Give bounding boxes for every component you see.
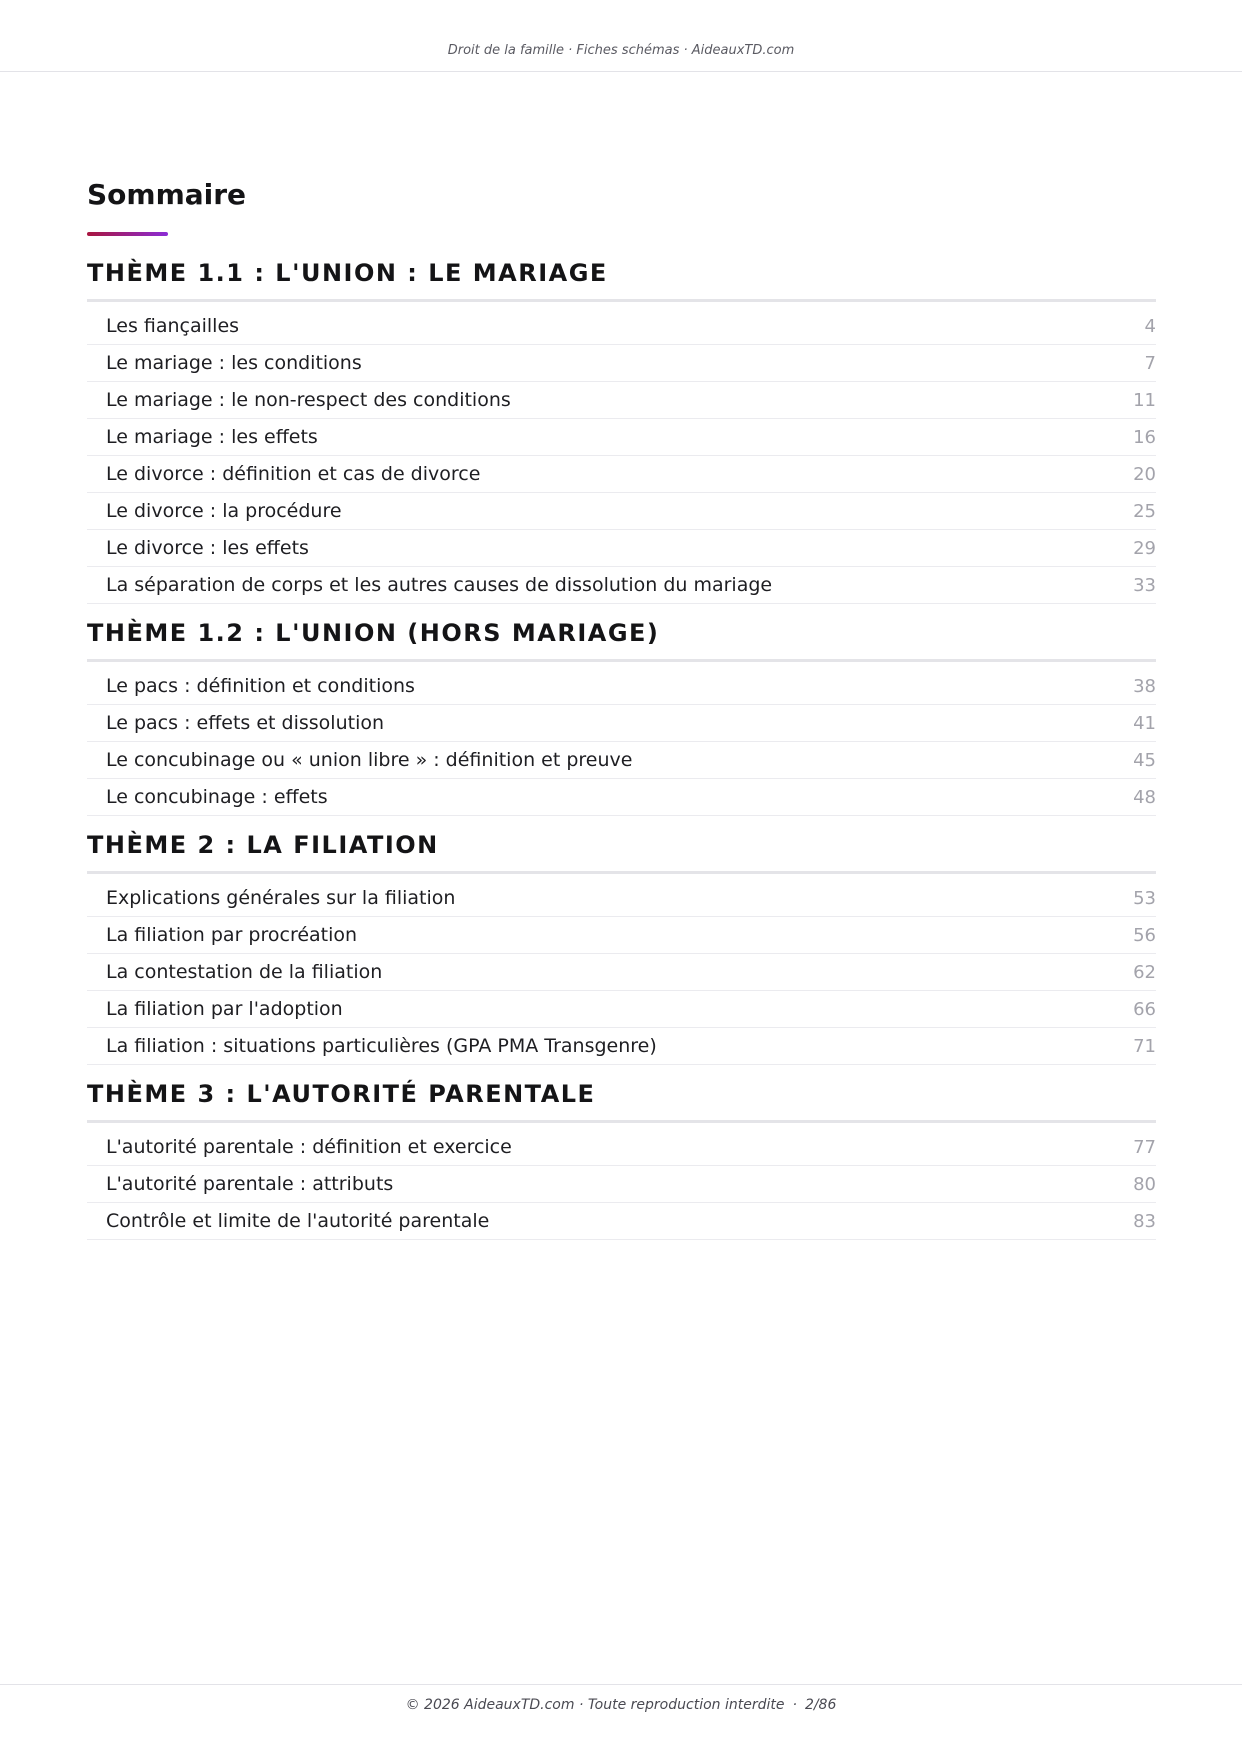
toc-entry-page: 53: [1133, 887, 1156, 909]
toc-entry-page: 66: [1133, 998, 1156, 1020]
footer-page-indicator: 2/86: [804, 1697, 837, 1713]
toc-entry-label: Le concubinage ou « union libre » : définition et preuve: [106, 749, 633, 771]
page-title: Sommaire: [87, 178, 247, 211]
theme-title: THÈME 2 : LA FILIATION: [87, 830, 1156, 874]
theme-title: THÈME 1.1 : L'UNION : LE MARIAGE: [87, 258, 1156, 302]
toc-entry-label: Le pacs : définition et conditions: [106, 675, 415, 697]
table-of-contents: [87, 176, 1156, 1240]
toc-entry[interactable]: [87, 382, 1156, 419]
toc-entry-page: 16: [1133, 426, 1156, 448]
toc-entry-list: [87, 880, 1156, 1065]
toc-entry-page: 56: [1133, 924, 1156, 946]
toc-entry-page: 25: [1133, 500, 1156, 522]
toc-entry-page: 33: [1133, 574, 1156, 596]
running-header-text: Droit de la famille · Fiches schémas · AideauxTD.com: [447, 43, 795, 58]
toc-entry-page: 41: [1133, 712, 1156, 734]
toc-entry-label: Le divorce : la procédure: [106, 500, 342, 522]
footer-separator: ·: [792, 1697, 797, 1713]
toc-entry-page: 62: [1133, 961, 1156, 983]
toc-entry-label: La séparation de corps et les autres causes de dissolution du mariage: [106, 574, 773, 596]
toc-entry-page: 11: [1133, 389, 1156, 411]
toc-entry[interactable]: [87, 880, 1156, 917]
toc-theme: [87, 830, 1156, 1065]
toc-entry-label: La filiation : situations particulières (GPA PMA Transgenre): [106, 1035, 657, 1057]
toc-theme: [87, 618, 1156, 816]
toc-entry-page: 77: [1133, 1136, 1156, 1158]
toc-theme: [87, 1079, 1156, 1240]
toc-entry-label: Le mariage : les effets: [106, 426, 318, 448]
toc-entry[interactable]: [87, 705, 1156, 742]
toc-entry[interactable]: [87, 668, 1156, 705]
toc-entry-page: 83: [1133, 1210, 1156, 1232]
toc-entry[interactable]: [87, 779, 1156, 816]
toc-entry[interactable]: [87, 1028, 1156, 1065]
toc-entry-page: 20: [1133, 463, 1156, 485]
footer-copyright: © 2026 AideauxTD.com · Toute reproduction interdite: [405, 1697, 785, 1713]
toc-entry-page: 29: [1133, 537, 1156, 559]
toc-entry-page: 80: [1133, 1173, 1156, 1195]
theme-title: THÈME 3 : L'AUTORITÉ PARENTALE: [87, 1079, 1156, 1123]
toc-entry-page: 38: [1133, 675, 1156, 697]
theme-title: THÈME 1.2 : L'UNION (HORS MARIAGE): [87, 618, 1156, 662]
toc-entry-list: [87, 668, 1156, 816]
toc-entry[interactable]: [87, 493, 1156, 530]
toc-entry[interactable]: [87, 530, 1156, 567]
toc-theme: [87, 258, 1156, 604]
toc-entry[interactable]: [87, 308, 1156, 345]
running-header: [0, 0, 1242, 72]
toc-entry-label: Le divorce : définition et cas de divorce: [106, 463, 481, 485]
toc-entry[interactable]: [87, 1166, 1156, 1203]
toc-entry-label: L'autorité parentale : attributs: [106, 1173, 394, 1195]
toc-entry-page: 71: [1133, 1035, 1156, 1057]
toc-entry[interactable]: [87, 742, 1156, 779]
toc-entry-label: L'autorité parentale : définition et exercice: [106, 1136, 512, 1158]
toc-entry[interactable]: [87, 345, 1156, 382]
toc-entry[interactable]: [87, 419, 1156, 456]
toc-entry-label: Le concubinage : effets: [106, 786, 328, 808]
toc-entry-label: Le mariage : le non-respect des conditions: [106, 389, 511, 411]
toc-entry-list: [87, 308, 1156, 604]
toc-entry-page: 48: [1133, 786, 1156, 808]
toc-entry[interactable]: [87, 954, 1156, 991]
toc-entry-page: 45: [1133, 749, 1156, 771]
toc-entry-label: Le divorce : les effets: [106, 537, 309, 559]
toc-entry-label: La filiation par l'adoption: [106, 998, 343, 1020]
toc-entry-label: Les fiançailles: [106, 315, 240, 337]
toc-entry[interactable]: [87, 567, 1156, 604]
title-accent-rule: [87, 232, 168, 236]
toc-entry-page: 7: [1144, 352, 1156, 374]
toc-entry-label: Contrôle et limite de l'autorité parentale: [106, 1210, 490, 1232]
toc-entry[interactable]: [87, 991, 1156, 1028]
toc-entry-label: Le mariage : les conditions: [106, 352, 362, 374]
toc-entry-list: [87, 1129, 1156, 1240]
toc-entry[interactable]: [87, 917, 1156, 954]
toc-entry[interactable]: [87, 456, 1156, 493]
toc-entry-label: Explications générales sur la filiation: [106, 887, 456, 909]
running-footer: [0, 1684, 1242, 1754]
toc-entry-page: 4: [1144, 315, 1156, 337]
toc-entry[interactable]: [87, 1203, 1156, 1240]
toc-entry-label: La contestation de la filiation: [106, 961, 383, 983]
toc-entry-label: La filiation par procréation: [106, 924, 358, 946]
toc-entry-label: Le pacs : effets et dissolution: [106, 712, 385, 734]
toc-entry[interactable]: [87, 1129, 1156, 1166]
